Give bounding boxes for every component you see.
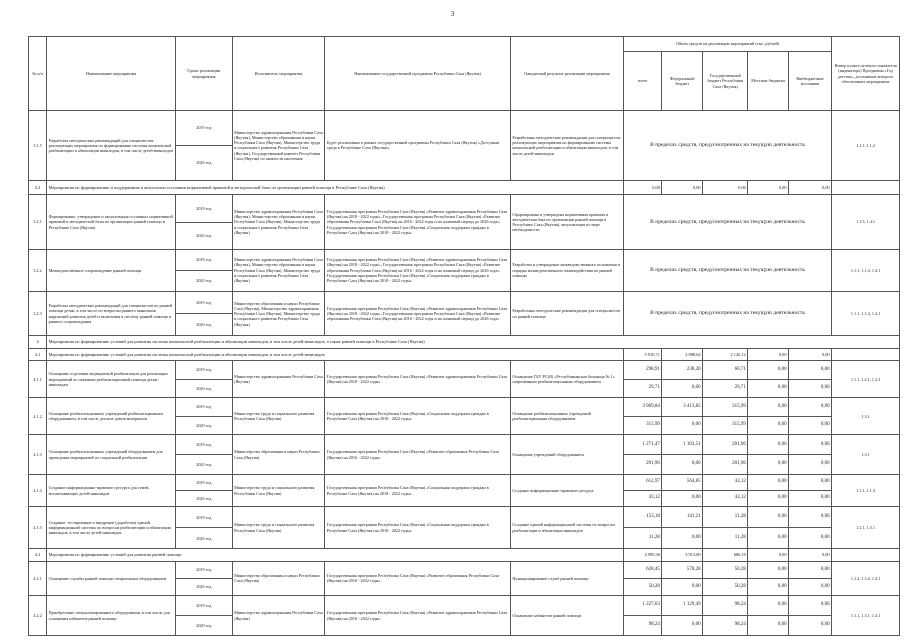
- amount-local: 0,00: [748, 416, 789, 435]
- section-title: Мероприятия по формированию и поддержанию в актуальном состоянии нормативной правовой и методической базы по организации ранней помощи в Республике Саха (Якутия): [47, 180, 624, 195]
- measure-name: Формирование, утверждение и актуализация составных нормативной правовой и методической базы по организации ранней помощи в Республике Саха (Якутия): [47, 195, 176, 249]
- amount-federal: 0,00: [662, 416, 703, 435]
- amount-local: 0,00: [748, 180, 789, 195]
- amount-local: 0,00: [748, 361, 789, 380]
- measure-indicator: 1.1.2, 1.3.4, 1.4.1: [832, 561, 900, 596]
- amount-federal: 0,00: [662, 379, 703, 398]
- measure-term: 2019 год: [176, 291, 233, 313]
- amount-nonbudget: 0,00: [789, 561, 832, 578]
- measure-result: Разработка и утверждение межведомственного положения и порядка межведомственного взаимодействия по ранней помощи: [510, 249, 623, 291]
- amount-local: 0,00: [748, 596, 789, 616]
- amount-nonbudget: 0,00: [789, 416, 832, 435]
- amount-local: 0,00: [748, 455, 789, 475]
- header-regional: Государственный бюджет Республики Саха (Якутия): [703, 51, 748, 110]
- amount-local: 0,00: [748, 616, 789, 636]
- measure-term: 2020 год: [176, 491, 233, 507]
- amount-regional: 29,71: [703, 379, 748, 398]
- measure-term: 2019 год: [176, 507, 233, 528]
- amount-total: 612,97: [623, 474, 661, 490]
- header-program: Наименование государственной программы Республики Саха (Якутия): [325, 37, 511, 111]
- amount-local: 0,00: [748, 398, 789, 417]
- measure-row: [29, 249, 900, 270]
- amount-nonbudget: 0,00: [789, 528, 832, 549]
- header-federal: Федеральный бюджет: [662, 51, 703, 110]
- measure-executor: Министерство труда и социального развития Республики Саха (Якутия): [232, 474, 325, 506]
- page-number: 3: [450, 10, 455, 18]
- amount-regional: 50,28: [703, 578, 748, 595]
- section-row: [29, 549, 900, 561]
- measure-term: 2020 год: [176, 616, 233, 636]
- measure-row: [29, 195, 900, 222]
- header-result: Ожидаемый результат реализации мероприятия: [510, 37, 623, 111]
- amount-local: 0,00: [748, 507, 789, 528]
- measure-indicator: 1.1.1, 1.1.3: [832, 474, 900, 506]
- measure-result: Сформирована и утверждена нормативная правовая и методическая база по организации ранней помощи в Республике Саха (Якутия), актуализация по мере необходимости: [510, 195, 623, 249]
- amount-federal: 564,85: [662, 474, 703, 490]
- funding-note: В пределах средств, предусмотренных на текущую деятельность: [623, 291, 831, 336]
- section-number: 4: [29, 336, 47, 348]
- measure-name: Оснащение службы ранней помощи специальным оборудованием: [47, 561, 176, 596]
- measure-number: 3.2.3: [29, 291, 47, 336]
- amount-total: 1 227,63: [623, 596, 661, 616]
- measure-term: 2020 год: [176, 379, 233, 398]
- amount-total: 43,12: [623, 491, 661, 507]
- amount-regional: 43,12: [703, 491, 748, 507]
- amount-federal: 0,00: [662, 491, 703, 507]
- measure-term: 2019 год: [176, 474, 233, 490]
- measure-result: Оснащение реабилитационных учреждений реабилитационным оборудованием: [510, 398, 623, 435]
- measure-name: Создание, тестирование и внедрение (доработка) единой информационной системы по вопросам реабилитации и абилитации инвалидов, в том числе детей-инвалидов: [47, 507, 176, 549]
- measure-executor: Министерство здравоохранения Республики Саха (Якутия), Министерство образования и науки Республики Саха (Якутия), Министерство труда и социального развития Республики Саха (Якутия): [232, 249, 325, 291]
- amount-nonbudget: 0,00: [789, 180, 832, 195]
- amount-federal: 0,00: [662, 578, 703, 595]
- measure-indicator: 1.3.1: [832, 435, 900, 475]
- indicator-cell: [832, 348, 900, 360]
- amount-federal: 2 988,62: [662, 348, 703, 360]
- amount-federal: 1 103,51: [662, 435, 703, 455]
- amount-total: 98,24: [623, 616, 661, 636]
- amount-nonbudget: 0,00: [789, 596, 832, 616]
- section-number: 3.2: [29, 180, 47, 195]
- amount-total: 628,45: [623, 561, 661, 578]
- measure-name: Приобретение специализированного оборудования, в том числе для оснащения кабинетов ранней помощи: [47, 596, 176, 636]
- amount-local: 0,00: [748, 379, 789, 398]
- amount-total: 50,28: [623, 578, 661, 595]
- amount-nonbudget: 0,00: [789, 507, 832, 528]
- measure-indicator: 1.1.1, 1.1.4, 1.4.1: [832, 249, 900, 291]
- measure-name: Создание информационно-правового ресурса для семей, воспитывающих детей-инвалидов: [47, 474, 176, 506]
- amount-regional: 0,00: [703, 180, 748, 195]
- amount-regional: 201,96: [703, 435, 748, 455]
- section-row: [29, 180, 900, 195]
- measure-program: Государственная программа Республики Саха (Якутия) «Развитие здравоохранения Республики Саха (Якутия) на 2018 - 2022 годы»: [325, 361, 511, 398]
- measure-term: 2019 год: [176, 596, 233, 616]
- indicator-cell: [832, 180, 900, 195]
- measure-program: Государственная программа Республики Саха (Якутия) «Социальная поддержка граждан в Республике Саха (Якутия) на 2018 - 2022 годы»: [325, 474, 511, 506]
- measure-name: Межведомственное сопровождение ранней помощи: [47, 249, 176, 291]
- amount-regional: 98,24: [703, 616, 748, 636]
- amount-local: 0,00: [748, 491, 789, 507]
- action-plan-table: [28, 36, 900, 636]
- measure-row: [29, 398, 900, 417]
- measure-indicator: 1.1.1, 1.3.1, 1.4.1: [832, 596, 900, 636]
- measure-executor: Министерство образования и науки Республики Саха (Якутия), Министерство здравоохранения Республики Саха (Якутия), Министерство труда и социального развития Республики Саха (Якутия): [232, 291, 325, 336]
- measure-program: Государственная программа Республики Саха (Якутия) «Развитие здравоохранения Республики Саха (Якутия) на 2018 - 2022 годы»; Государственная программа Республики Саха (Якутия) «Развитие образования Республики Саха (Якутия) на 2016 - 2022 годы и на плановый период до 2026 года»: [325, 291, 511, 336]
- header-local: Местные бюджеты: [748, 51, 789, 110]
- amount-federal: 0,00: [662, 616, 703, 636]
- header-nonbudget: Внебюджетные источники: [789, 51, 832, 110]
- header-no: № п/п: [29, 37, 47, 111]
- measure-executor: Министерство здравоохранения Республики Саха (Якутия): [232, 361, 325, 398]
- amount-total: 1 271,47: [623, 435, 661, 455]
- section-title: Мероприятия по формированию условий для развития ранней помощи: [47, 549, 624, 561]
- measure-row: [29, 435, 900, 455]
- amount-regional: 11,28: [703, 507, 748, 528]
- amount-local: 0,00: [748, 578, 789, 595]
- measure-result: Функционирование служб ранней помощи: [510, 561, 623, 596]
- measure-executor: Министерство образования и науки Республики Саха (Якутия): [232, 435, 325, 475]
- amount-nonbudget: 0,00: [789, 549, 832, 561]
- measure-result: Создание информационно-правового ресурса: [510, 474, 623, 506]
- amount-federal: 238,20: [662, 361, 703, 380]
- amount-total: 29,71: [623, 379, 661, 398]
- section-row: [29, 348, 900, 360]
- indicator-cell: [832, 549, 900, 561]
- measure-program: Государственная программа Республики Саха (Якутия) «Развитие образования Республики Саха (Якутия) на 2016 - 2022 годы»: [325, 561, 511, 596]
- amount-federal: 578,28: [662, 561, 703, 578]
- measure-term: 2020 год: [176, 455, 233, 475]
- amount-total: 315,99: [623, 416, 661, 435]
- measure-program: Государственная программа Республики Саха (Якутия) «Развитие здравоохранения Республики Саха (Якутия) на 2018 - 2022 годы»; Государственная программа Республики Саха (Якутия) «Развитие образования Республики Саха (Якутия) на 2016 - 2022 годы и на плановый период до 2026 года»; Государственная программа Республики Саха (Якутия) «Социальная поддержка граждан в Республике Саха (Якутия) на 2018 - 2022 годы»: [325, 249, 511, 291]
- amount-regional: 315,99: [703, 398, 748, 417]
- measure-number: 3.2.2: [29, 249, 47, 291]
- funding-note: В пределах средств, предусмотренных на текущую деятельность: [623, 111, 831, 180]
- amount-regional: 50,28: [703, 561, 748, 578]
- section-row: [29, 336, 900, 348]
- measure-row: [29, 561, 900, 578]
- measure-result: Оснащение учреждений оборудованием: [510, 435, 623, 475]
- amount-nonbudget: 0,00: [789, 455, 832, 475]
- measure-name: Разработка методических рекомендаций для специалистов, реализующих мероприятия по формированию системы комплексной реабилитации и абилитации инвалидов, в том числе детей-инвалидов: [47, 111, 176, 180]
- amount-nonbudget: 0,00: [789, 616, 832, 636]
- amount-total: 4 990,36: [623, 549, 661, 561]
- measure-executor: Министерство здравоохранения Республики Саха (Якутия): [232, 596, 325, 636]
- measure-term: 2019 год: [176, 561, 233, 578]
- measure-term: 2020 год: [176, 314, 233, 336]
- amount-nonbudget: 0,00: [789, 474, 832, 490]
- measure-result: Разработаны методические рекомендации для специалистов, реализующих мероприятия по формированию системы комплексной реабилитации и абилитации инвалидов, в том числе детей-инвалидов: [510, 111, 623, 180]
- amount-nonbudget: 0,00: [789, 361, 832, 380]
- amount-local: 0,00: [748, 528, 789, 549]
- amount-federal: 3 913,80: [662, 549, 703, 561]
- measure-program: Государственная программа Республики Саха (Якутия) «Социальная поддержка граждан в Республике Саха (Якутия) на 2018 - 2022 годы»: [325, 398, 511, 435]
- section-number: 4.2: [29, 549, 47, 561]
- amount-federal: 0,00: [662, 180, 703, 195]
- section-title: Мероприятия по формированию условий для развития системы комплексной реабилитации и абилитации инвалидов, в том числе детей-инвалидов: [47, 348, 624, 360]
- amount-regional: 2 126,12: [703, 348, 748, 360]
- amount-local: 0,00: [748, 561, 789, 578]
- measure-term: 2020 год: [176, 416, 233, 435]
- measure-result: Создание единой информационной системы по вопросам реабилитации и абилитации инвалидов: [510, 507, 623, 549]
- measure-name: Разработка методических рекомендаций для специалистов по ранней помощи детям, в том числе по вопросам раннего выявления нарушений развития детей и включения в систему ранней помощи и раннего сопровождения: [47, 291, 176, 336]
- amount-federal: 141,21: [662, 507, 703, 528]
- measure-number: 4.1.4: [29, 474, 47, 506]
- amount-regional: 11,28: [703, 528, 748, 549]
- amount-local: 0,00: [748, 549, 789, 561]
- measure-result: Оснащение кабинетов ранней помощи: [510, 596, 623, 636]
- measure-result: Разработаны методические рекомендации для специалистов по ранней помощи: [510, 291, 623, 336]
- amount-total: 0,00: [623, 180, 661, 195]
- measure-row: [29, 111, 900, 146]
- amount-total: 5 910,71: [623, 348, 661, 360]
- amount-regional: 315,99: [703, 416, 748, 435]
- measure-row: [29, 361, 900, 380]
- measure-program: Будет реализовано в рамках государственной программы Республики Саха (Якутия) «Доступная среда в Республике Саха (Якутия)»: [325, 111, 511, 180]
- measure-term: 2019 год: [176, 111, 233, 146]
- measure-number: 3.1.5: [29, 111, 47, 180]
- amount-nonbudget: 0,00: [789, 379, 832, 398]
- amount-nonbudget: 0,00: [789, 491, 832, 507]
- measure-indicator: 1.1.1, 1.1.2: [832, 111, 900, 180]
- header-executor: Исполнитель мероприятия: [232, 37, 325, 111]
- section-title: Мероприятия по формированию условий для развития системы комплексной реабилитации и абилитации инвалидов, в том числе детей-инвалидов, а также ранней помощи в Республике Саха (Якутия): [47, 336, 900, 348]
- measure-executor: Министерство труда и социального развития Республики Саха (Якутия): [232, 398, 325, 435]
- measure-indicator: 1.3.1: [832, 398, 900, 435]
- amount-nonbudget: 0,00: [789, 348, 832, 360]
- measure-number: 4.2.2: [29, 596, 47, 636]
- amount-nonbudget: 0,00: [789, 435, 832, 455]
- measure-name: Оснащение реабилитационных учреждений реабилитационным оборудованием, в том числе детских домов-интернатов: [47, 398, 176, 435]
- amount-nonbudget: 0,00: [789, 578, 832, 595]
- amount-regional: 60,71: [703, 361, 748, 380]
- amount-total: 153,18: [623, 507, 661, 528]
- measure-term: 2019 год: [176, 361, 233, 380]
- measure-term: 2020 год: [176, 270, 233, 291]
- amount-total: 201,96: [623, 455, 661, 475]
- measure-program: Государственная программа Республики Саха (Якутия) «Развитие здравоохранения Республики Саха (Якутия) на 2018 - 2022 годы»; Государственная программа Республики Саха (Якутия) «Развитие образования Республики Саха (Якутия) на 2016 - 2022 годы и на плановый период до 2026 года»; Государственная программа Республики Саха (Якутия) «Социальная поддержка граждан в Республике Саха (Якутия) на 2018 - 2022 годы»: [325, 195, 511, 249]
- amount-total: 3 969,84: [623, 398, 661, 417]
- measure-term: 2020 год: [176, 528, 233, 549]
- measure-term: 2019 год: [176, 249, 233, 270]
- amount-local: 0,00: [748, 348, 789, 360]
- funding-note: В пределах средств, предусмотренных на текущую деятельность: [623, 249, 831, 291]
- measure-number: 4.1.2: [29, 398, 47, 435]
- header-name: Наименование мероприятия: [47, 37, 176, 111]
- measure-executor: Министерство здравоохранения Республики Саха (Якутия), Министерство образования и науки Республики Саха (Якутия), Министерство труда и социального развития Республики Саха (Якутия): [232, 195, 325, 249]
- header-funding-group: Объем средств на реализацию мероприятий (тыс. рублей): [623, 37, 831, 52]
- measure-term: 2019 год: [176, 398, 233, 417]
- amount-regional: 201,96: [703, 455, 748, 475]
- amount-federal: 0,00: [662, 528, 703, 549]
- measure-program: Государственная программа Республики Саха (Якутия) «Социальная поддержка граждан в Республике Саха (Якутия) на 2018 - 2022 годы»: [325, 507, 511, 549]
- measure-number: 4.1.5: [29, 507, 47, 549]
- amount-total: 298,91: [623, 361, 661, 380]
- measure-term: 2020 год: [176, 145, 233, 180]
- measure-executor: Министерство образования и науки Республики Саха (Якутия): [232, 561, 325, 596]
- amount-regional: 43,12: [703, 474, 748, 490]
- measure-number: 3.2.1: [29, 195, 47, 249]
- amount-regional: 686,19: [703, 549, 748, 561]
- measure-program: Государственная программа Республики Саха (Якутия) «Развитие образования Республики Саха (Якутия) на 2016 - 2022 годы»: [325, 435, 511, 475]
- measure-number: 4.1.1: [29, 361, 47, 398]
- measure-name: Оснащение реабилитационных учреждений оборудованием для проведения мероприятий по социальной реабилитации: [47, 435, 176, 475]
- measure-number: 4.2.1: [29, 561, 47, 596]
- measure-term: 2020 год: [176, 222, 233, 249]
- amount-federal: 1 129,49: [662, 596, 703, 616]
- amount-local: 0,00: [748, 435, 789, 455]
- measure-result: Оснащение ГБУ РС(Я) «Республиканская больница № 1» современным реабилитационным оборудованием: [510, 361, 623, 398]
- measure-term: 2019 год: [176, 435, 233, 455]
- header-term: Сроки реализации мероприятия: [176, 37, 233, 111]
- measure-executor: Министерство здравоохранения Республики Саха (Якутия), Министерство образования и науки Республики Саха (Якутия), Министерство труда и социального развития Республики Саха (Якутия), Государственный комитет Республики Саха (Якутия) по занятости населения: [232, 111, 325, 180]
- measure-name: Оснащение отделения медицинской реабилитации для реализации мероприятий по оказанию реабилитационной помощи детям-инвалидам: [47, 361, 176, 398]
- amount-regional: 98,24: [703, 596, 748, 616]
- measure-row: [29, 474, 900, 490]
- funding-note: В пределах средств, предусмотренных на текущую деятельность: [623, 195, 831, 249]
- measure-indicator: 1.1.1, 1.1.4, 1.4.1: [832, 291, 900, 336]
- amount-local: 0,00: [748, 474, 789, 490]
- amount-federal: 3 413,85: [662, 398, 703, 417]
- amount-total: 11,28: [623, 528, 661, 549]
- header-total: всего: [623, 51, 661, 110]
- measure-program: Государственная программа Республики Саха (Якутия) «Развитие здравоохранения Республики Саха (Якутия) на 2018 - 2022 годы»: [325, 596, 511, 636]
- amount-nonbudget: 0,00: [789, 398, 832, 417]
- measure-indicator: 1.1.5, 1.4.1: [832, 195, 900, 249]
- amount-federal: 0,00: [662, 455, 703, 475]
- measure-row: [29, 507, 900, 528]
- header-indicator: Номер пункта целевого показателя (индикатора) Программы «Год детства», достижение которого обеспечивает мероприятие: [832, 37, 900, 111]
- measure-row: [29, 291, 900, 313]
- measure-indicator: 1.2.1, 1.3.1: [832, 507, 900, 549]
- measure-term: 2020 год: [176, 578, 233, 595]
- measure-term: 2019 год: [176, 195, 233, 222]
- measure-executor: Министерство труда и социального развития Республики Саха (Якутия): [232, 507, 325, 549]
- section-number: 4.1: [29, 348, 47, 360]
- measure-row: [29, 596, 900, 616]
- measure-number: 4.1.3: [29, 435, 47, 475]
- measure-indicator: 1.1.1, 1.2.1, 1.2.3: [832, 361, 900, 398]
